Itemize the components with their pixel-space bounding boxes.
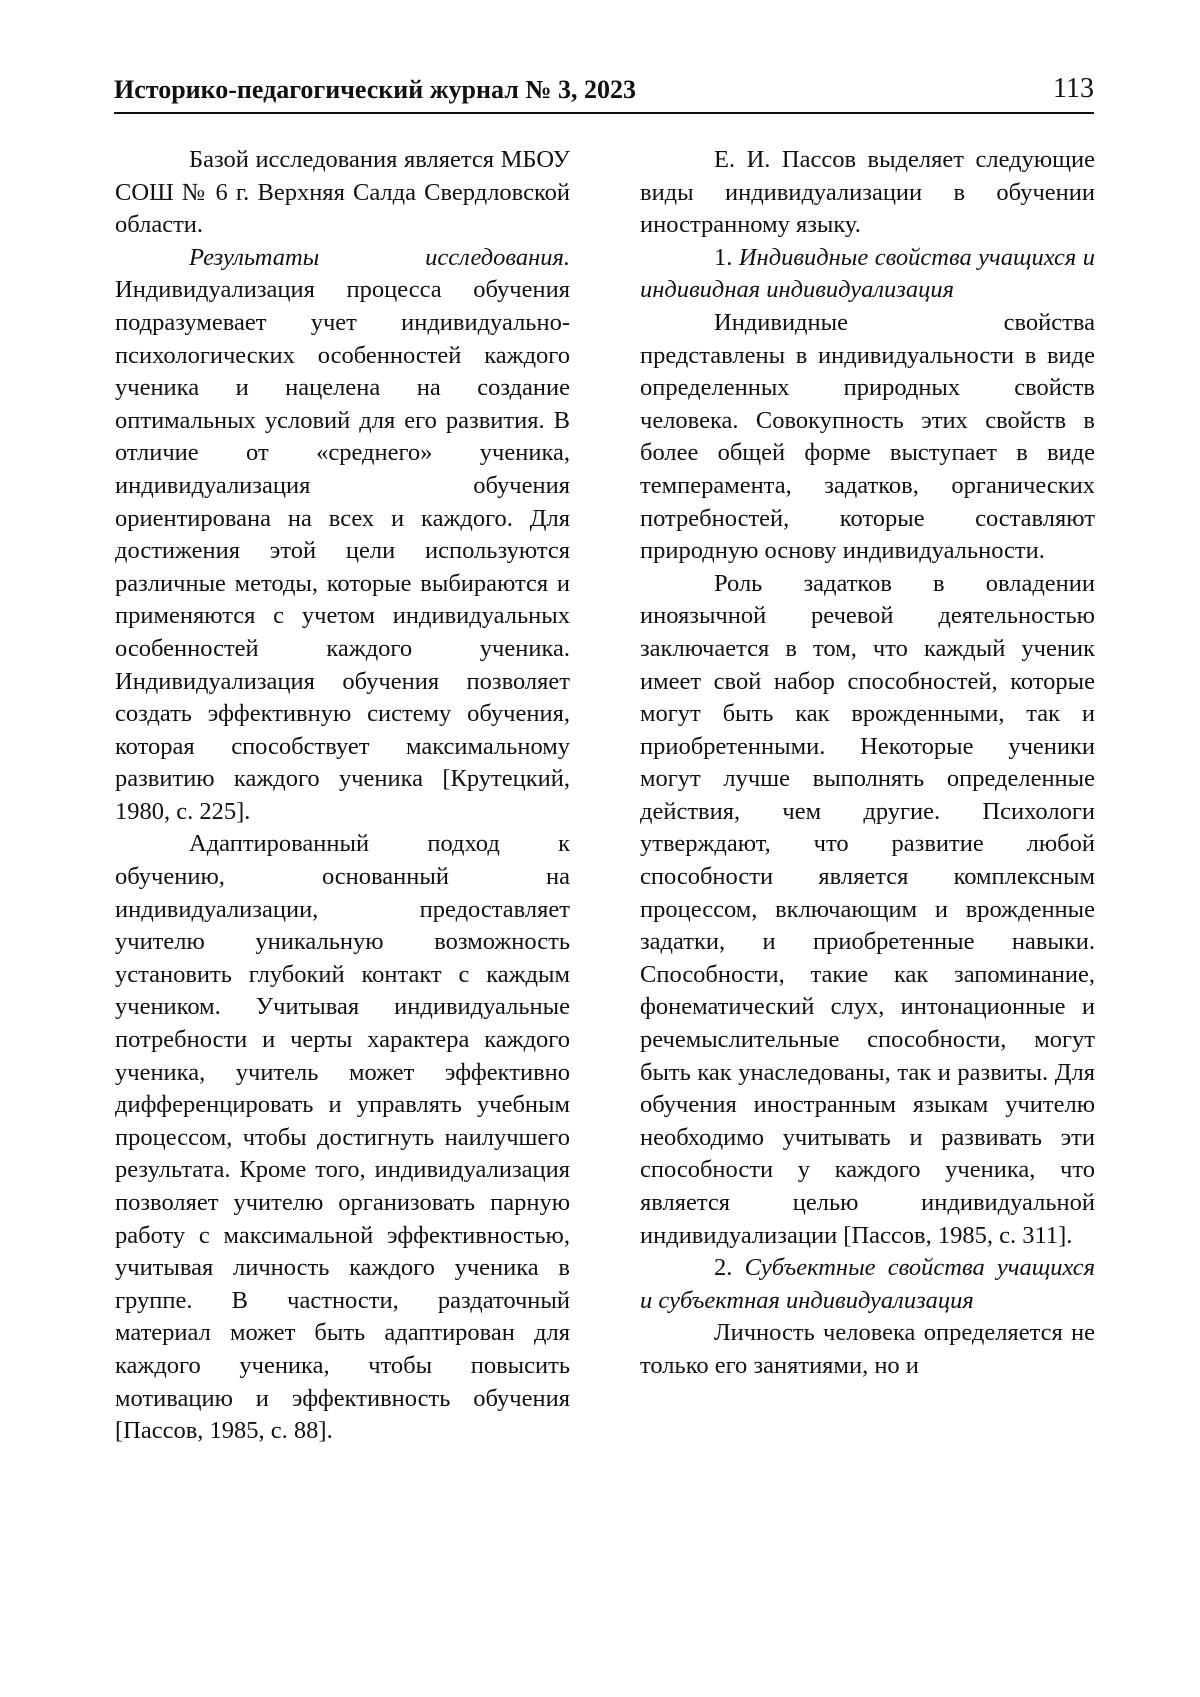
paragraph: Индивидные свойства представлены в индивидуальности в виде определенных природных свойств человека. Совокупность этих свойств в более общей форме выступает в виде темперамента, задатков, органических потребностей, которые составляют природную основу индивидуальности. <box>640 308 1095 565</box>
section-lead: Результаты исследования. <box>189 243 570 271</box>
paragraph: Е. И. Пассов выделяет следующие виды индивидуализации в обучении иностранному языку. <box>640 146 1095 239</box>
right-column <box>640 144 1095 1383</box>
subheading-title: Субъектные свойства учащихся и субъектная индивидуализация <box>640 1254 1095 1314</box>
paragraph <box>115 242 570 829</box>
paragraph: Личность человека определяется не только его занятиями, но и <box>640 1319 1095 1379</box>
subheading <box>640 242 1095 307</box>
subheading-title: Индивидные свойства учащихся и индивидная индивидуализация <box>640 243 1095 304</box>
left-column <box>115 144 570 1448</box>
paragraph-text: Индивидуализация процесса обучения подразумевает учет индивидуально-психологических особенностей каждого ученика и нацелена на создание оптимальных условий для его развития. В отличие от «среднего» ученика, индивидуализация обучения ориентирована на всех и каждого. Для достижения этой цели используются различные методы, которые выбираются и применяются с учетом индивидуальных особенностей каждого ученика. Индивидуализация обучения позволяет создать эффективную систему обучения, которая способствует максимальному развитию каждого ученика [Крутецкий, 1980, с. 225]. <box>115 276 570 825</box>
paragraph: Адаптированный подход к обучению, основанный на индивидуализации, предоставляет учителю уникальную возможность установить глубокий контакт с каждым учеником. Учитывая индивидуальные потребности и черты характера каждого ученика, учитель может эффективно дифференцировать и управлять учебным процессом, чтобы достигнуть наилучшего результата. Кроме того, индивидуализация позволяет учителю организовать парную работу с максимальной эффективностью, учитывая личность каждого ученика в группе. В частности, раздаточный материал может быть адаптирован для каждого ученика, чтобы повысить мотивацию и эффективность обучения [Пассов, 1985, с. 88]. <box>115 830 570 1445</box>
running-header <box>114 70 1094 114</box>
paragraph: Базой исследования является МБОУ СОШ № 6 г. Верхняя Салда Свердловской области. <box>115 146 570 239</box>
subheading <box>640 1252 1095 1317</box>
subheading-number: 2. <box>714 1254 745 1282</box>
page-number: 113 <box>1053 73 1094 104</box>
paragraph: Роль задатков в овладении иноязычной речевой деятельностью заключается в том, что каждый ученик имеет свой набор способностей, которые могут быть как врожденными, так и приобретенными. Некоторые ученики могут лучше выполнять определенные действия, чем другие. Психологи утверждают, что развитие любой способности является комплексным процессом, включающим и врожденные задатки, и приобретенные навыки. Способности, такие как запоминание, фонематический слух, интонационные и речемыслительные способности, могут быть как унаследованы, так и развиты. Для обучения иностранным языкам учителю необходимо учитывать и развивать эти способности у каждого ученика, что является целью индивидуальной индивидуализации [Пассов, 1985, с. 311]. <box>640 569 1095 1249</box>
journal-title: Историко-педагогический журнал № 3, 2023 <box>114 75 636 104</box>
subheading-number: 1. <box>714 243 739 271</box>
